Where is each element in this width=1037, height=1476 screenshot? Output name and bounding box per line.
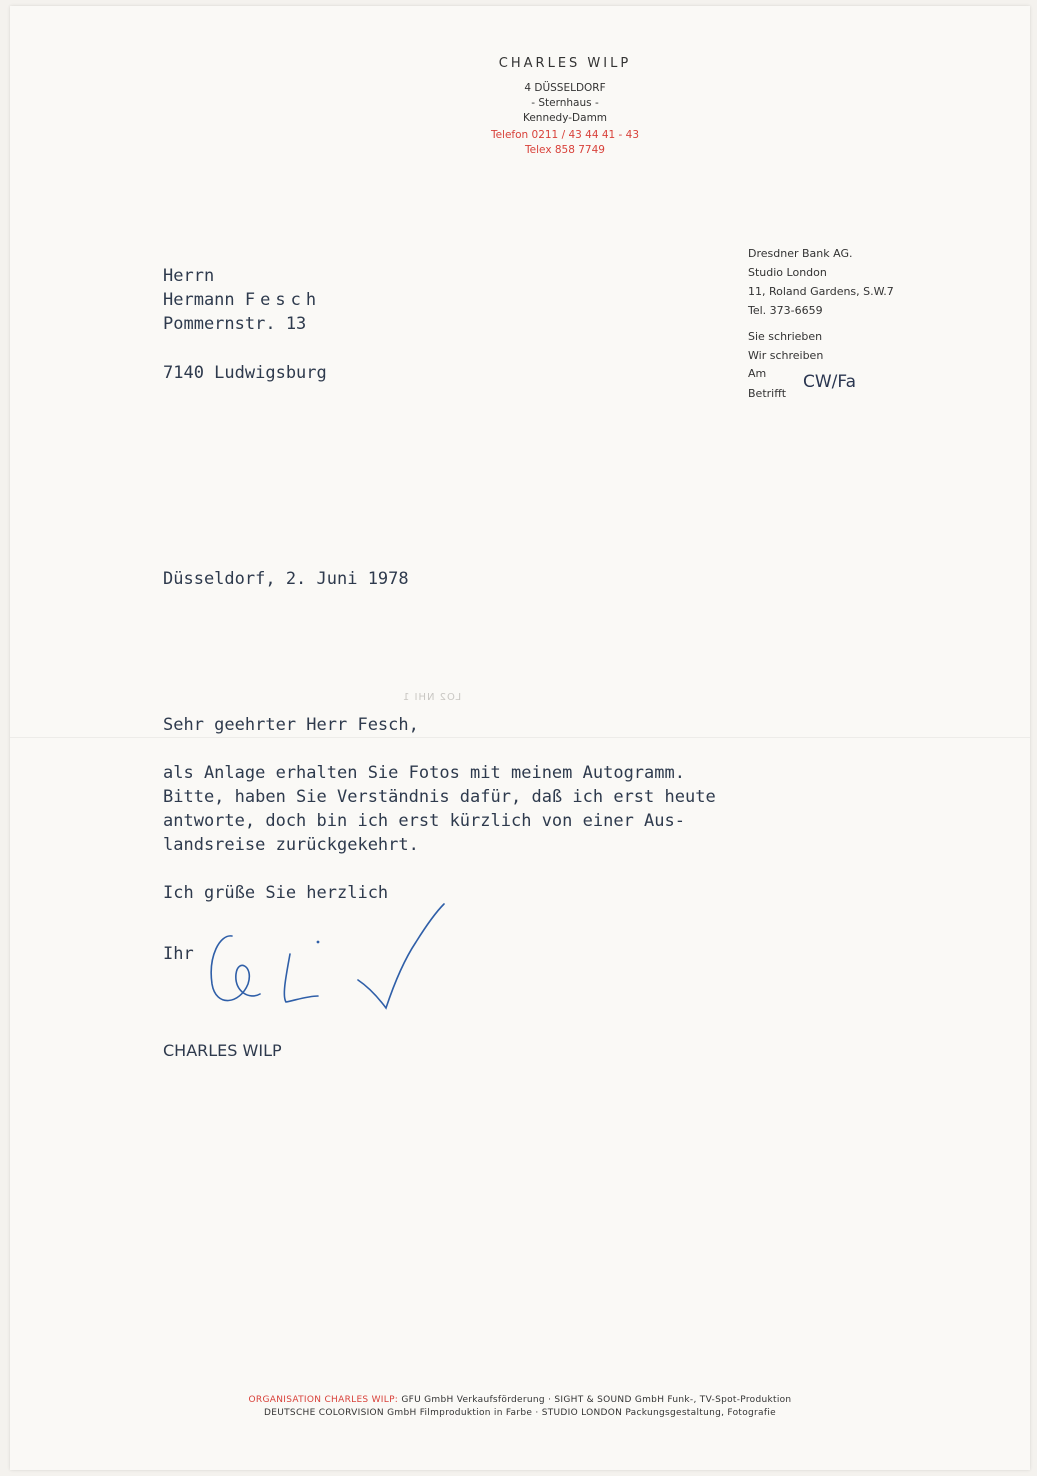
body-line-1: als Anlage erhalten Sie Fotos mit meinem Autogramm. — [163, 763, 685, 783]
received-stamp: LO2 NHI 1 — [402, 692, 462, 703]
ref-code: CW/Fa — [803, 372, 857, 392]
closing: Ich grüße Sie herzlich — [163, 883, 389, 903]
ref-am: Am — [748, 367, 767, 380]
handwritten-signature — [200, 896, 460, 1016]
greeting: Sehr geehrter Herr Fesch, — [163, 715, 419, 735]
letterhead-name: CHARLES WILP — [498, 56, 632, 71]
footer-line-1 — [10, 1395, 1030, 1405]
recipient-street: Pommernstr. 13 — [163, 314, 307, 334]
footer-line-1-text: GFU GmbH Verkaufsförderung · SIGHT & SOUND GmbH Funk-, TV-Spot-Produktion — [401, 1395, 792, 1405]
date-line: Düsseldorf, 2. Juni 1978 — [163, 569, 409, 589]
footer-org-label: ORGANISATION CHARLES WILP: — [248, 1395, 399, 1405]
footer-line-2: DEUTSCHE COLORVISION GmbH Filmproduktion in Farbe · STUDIO LONDON Packungsgestaltung, Fotografie — [264, 1408, 776, 1418]
recipient-salutation: Herrn — [163, 266, 215, 286]
ref-sie-schrieben: Sie schrieben — [748, 330, 823, 343]
body-line-3: antworte, doch bin ich erst kürzlich von einer Aus- — [163, 811, 685, 831]
recipient-last-name: Fesch — [244, 290, 322, 310]
recipient-name — [163, 290, 321, 310]
closing-ihr: Ihr — [163, 944, 194, 964]
letterhead-street: Kennedy-Damm — [522, 112, 608, 124]
recipient-city: 7140 Ludwigsburg — [163, 363, 327, 383]
fold-line — [10, 737, 1030, 738]
bank-line-3: 11, Roland Gardens, S.W.7 — [748, 285, 894, 298]
recipient-first-name: Hermann — [163, 290, 235, 310]
bank-line-2: Studio London — [748, 266, 827, 279]
bank-line-4: Tel. 373-6659 — [748, 304, 823, 317]
letterhead-building: - Sternhaus - — [531, 97, 599, 109]
letterhead-telex: Telex 858 7749 — [525, 144, 605, 156]
body-line-2: Bitte, haben Sie Verständnis dafür, daß ich erst heute — [163, 787, 716, 807]
ref-betrifft: Betrifft — [748, 387, 787, 400]
letter-page — [10, 6, 1030, 1470]
letterhead-city: 4 DÜSSELDORF — [524, 82, 606, 94]
bank-line-1: Dresdner Bank AG. — [748, 247, 853, 260]
body-line-4: landsreise zurückgekehrt. — [163, 835, 419, 855]
ref-wir-schreiben: Wir schreiben — [748, 349, 824, 362]
letterhead-phone: Telefon 0211 / 43 44 41 - 43 — [490, 129, 640, 141]
signature-name: CHARLES WILP — [163, 1041, 282, 1060]
